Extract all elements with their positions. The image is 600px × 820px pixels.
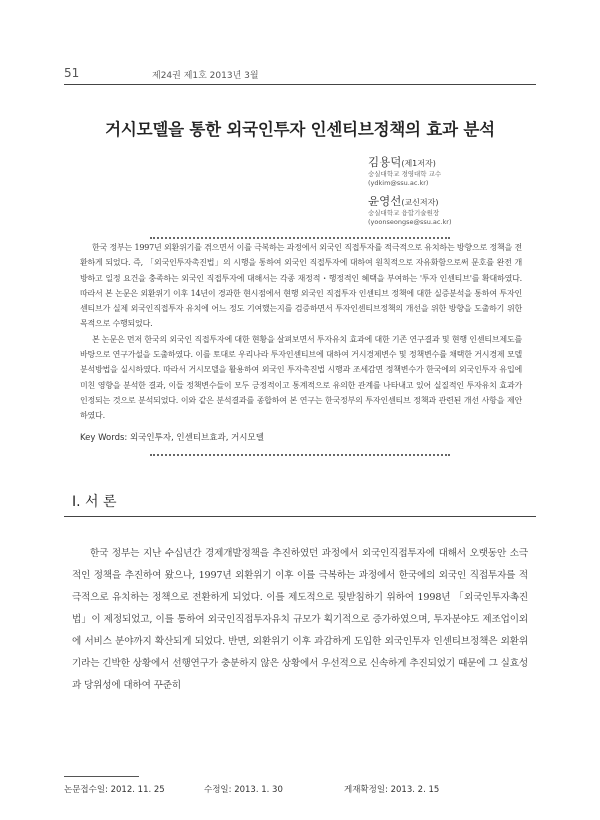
author-1-name: 김용덕: [368, 155, 402, 169]
keywords: [80, 431, 264, 443]
body-paragraph: 한국 정부는 지난 수십년간 경제개발정책을 추진하였던 과정에서 외국인직접투자에 대해서 오랫동안 소극적인 정책을 추진하여 왔으나, 1997년 외환위기 이후 이를 극복하는 과정에서 한국에의 외국인 직접투자를 적극적으로 유치하는 정책으로 전환하게 되었다. 이를 제도적으로 뒷받침하기 위하여 1998년 「외국인투자촉진법」이 제정되었고, 이를 통하여 외국인직접투자유치 규모가 획기적으로 증가하였으며, 투자분야도 제조업이외에 서비스 분야까지 확산되게 되었다. 반면, 외환위기 이후 과감하게 도입한 외국인투자 인센티브정책은 외환위기라는 긴박한 상황에서 선행연구가 충분하지 않은 상황에서 우선적으로 신속하게 추진되었기 때문에 그 실효성과 당위성에 대하여 꾸준히: [72, 548, 528, 691]
body-text: [72, 543, 528, 697]
page-number: 51: [64, 66, 80, 80]
author-2-role: (교신저자): [401, 198, 439, 207]
author-1-email[interactable]: (ydkim@ssu.ac.kr): [368, 179, 429, 187]
received-date: 논문접수일: 2012. 11. 25: [64, 785, 165, 795]
section-divider: [64, 516, 536, 517]
author-2: [368, 190, 538, 227]
abstract-paragraph-2: 본 논문은 먼저 한국의 외국인 직접투자에 대한 현황을 살펴보면서 투자유치 효과에 대한 기존 연구결과 및 현행 인센티브제도를 바탕으로 연구가설을 도출하였다. 이를 토대로 우리나라 투자인센티브에 대하여 거시경제변수 및 정책변수를 채택한 거시경제 모델 분석방법을 실시하였다. 따라서 거시모델을 활용하여 외국인 투자촉진법 시행과 조세감면 정책변수가 한국에의 외국인투자 유입에 미친 영향을 분석한 결과, 이들 정책변수들이 모두 긍정적이고 통계적으로 유의한 관계를 나타내고 있어 실질적인 투자유치 효과가 인정되는 것으로 분석되었다. 이와 같은 분석결과를 종합하여 본 연구는 한국정부의 투자인센티브 정책과 관련된 개선 사항을 제안하였다.: [80, 334, 522, 421]
author-2-name: 윤영선: [368, 194, 402, 208]
author-2-email[interactable]: (yoonseongse@ssu.ac.kr): [368, 218, 452, 226]
author-1-role: (제1저자): [401, 159, 436, 168]
abstract-paragraph-1: 한국 정부는 1997년 외환위기를 겪으면서 이를 극복하는 과정에서 외국인 직접투자를 적극적으로 유치하는 방향으로 정책을 전환하게 되었다. 즉, 「외국인투자촉진법」의 시행을 통하여 외국인 직접투자에 대하여 원칙적으로 자유화함으로써 문호를 완전 개방하고 일정 요건을 충족하는 외국인 직접투자에 대해서는 각종 재정적・행정적인 혜택을 부여하는 '투자 인센티브'를 확대하였다. 따라서 본 논문은 외환위기 이후 14년이 경과한 현시점에서 현행 외국인 직접투자 인센티브 정책에 대한 실증분석을 통하여 투자인센티브가 실제 외국인직접투자 유치에 어느 정도 기여했는지를 검증하면서 투자인센티브정책의 개선을 위한 방향을 도출하기 위한 목적으로 수행되었다.: [80, 243, 522, 329]
dotted-divider-top: [150, 237, 450, 239]
author-1: [368, 151, 538, 188]
header-divider: [64, 84, 536, 85]
accepted-date: 게재확정일: 2013. 2. 15: [344, 785, 440, 795]
abstract: [80, 240, 522, 424]
page-header: [64, 66, 534, 82]
section-title: Ⅰ. 서 론: [72, 494, 117, 510]
dotted-divider-bottom: [150, 454, 450, 456]
paper-title: 거시모델을 통한 외국인투자 인센티브정책의 효과 분석: [105, 120, 495, 139]
author-2-affiliation: 숭실대학교 융합기술원장: [368, 209, 440, 217]
volume-info: 제24권 제1호 2013년 3월: [152, 71, 259, 81]
keywords-label: Key Words:: [80, 433, 128, 443]
author-1-affiliation: 숭실대학교 경영대학 교수: [368, 170, 442, 178]
revised-date: 수정일: 2013. 1. 30: [204, 785, 283, 795]
keywords-value: 외국인투자, 인센티브효과, 거시모델: [129, 433, 264, 443]
footnote-divider: [64, 776, 139, 777]
